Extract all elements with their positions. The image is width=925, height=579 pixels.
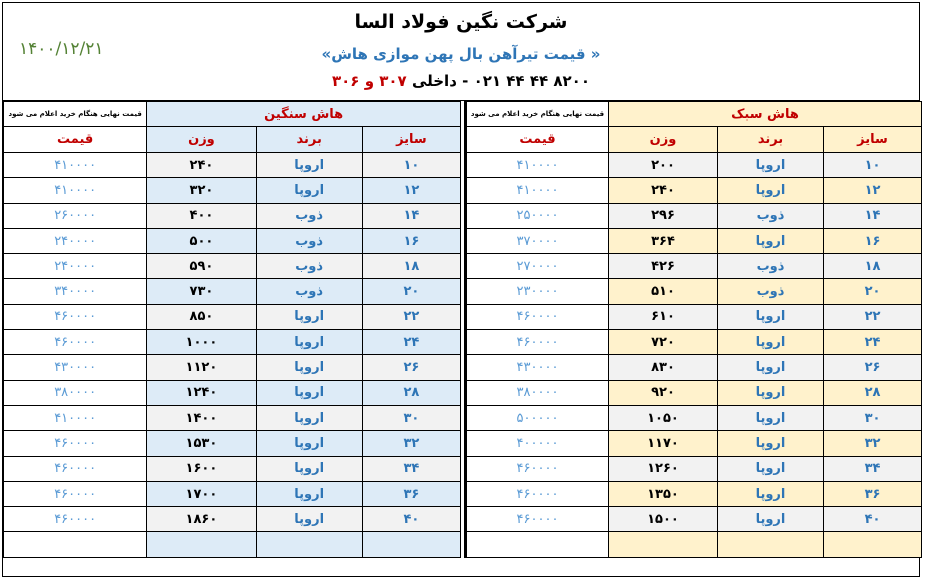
- price-cell: ۴۶۰۰۰۰: [4, 304, 147, 329]
- size-cell: ۳۲: [362, 431, 460, 456]
- sheet-date: ۱۴۰۰/۱۲/۲۱: [19, 39, 104, 59]
- table-row: [466, 254, 922, 279]
- size-cell: ۲۸: [824, 380, 922, 405]
- brand-cell: اروپا: [256, 355, 362, 380]
- price-cell: ۴۱۰۰۰۰: [466, 153, 609, 178]
- price-note: قیمت نهایی هنگام خرید اعلام می شود: [4, 102, 147, 127]
- table-row: [4, 153, 461, 178]
- brand-cell: اروپا: [256, 153, 362, 178]
- price-cell: ۴۶۰۰۰۰: [466, 456, 609, 481]
- weight-cell: ۱۷۰۰: [147, 481, 256, 506]
- table-row: [466, 456, 922, 481]
- price-cell: ۴۶۰۰۰۰: [4, 481, 147, 506]
- weight-cell: ۲۰۰: [609, 153, 718, 178]
- size-cell: ۲۲: [824, 304, 922, 329]
- table-row: [4, 330, 461, 355]
- brand-cell: ذوب: [718, 254, 824, 279]
- price-cell: ۲۴۰۰۰۰: [4, 254, 147, 279]
- size-cell: ۱۴: [824, 203, 922, 228]
- weight-cell: ۶۱۰: [609, 304, 718, 329]
- size-cell: ۱۴: [362, 203, 460, 228]
- weight-cell: ۴۰۰: [147, 203, 256, 228]
- weight-cell: ۳۲۰: [147, 178, 256, 203]
- weight-cell: ۸۵۰: [147, 304, 256, 329]
- brand-cell: اروپا: [718, 380, 824, 405]
- table-row: [4, 456, 461, 481]
- brand-cell: اروپا: [718, 153, 824, 178]
- empty-cell: [824, 532, 922, 557]
- brand-cell: اروپا: [718, 507, 824, 532]
- weight-cell: ۱۰۵۰: [609, 405, 718, 430]
- table-row: [466, 304, 922, 329]
- size-cell: ۱۸: [824, 254, 922, 279]
- size-cell: ۳۴: [824, 456, 922, 481]
- size-cell: ۴۰: [362, 507, 460, 532]
- table-row: [466, 330, 922, 355]
- weight-cell: ۱۱۲۰: [147, 355, 256, 380]
- light-price-table: [464, 101, 922, 558]
- size-cell: ۲۲: [362, 304, 460, 329]
- empty-cell: [147, 532, 256, 557]
- size-cell: ۲۰: [362, 279, 460, 304]
- weight-cell: ۱۲۴۰: [147, 380, 256, 405]
- size-cell: ۳۲: [824, 431, 922, 456]
- brand-cell: اروپا: [718, 481, 824, 506]
- empty-cell: [718, 532, 824, 557]
- col-header-weight: وزن: [609, 127, 718, 153]
- size-cell: ۲۶: [824, 355, 922, 380]
- brand-cell: اروپا: [256, 178, 362, 203]
- weight-cell: ۱۲۶۰: [609, 456, 718, 481]
- brand-cell: اروپا: [256, 481, 362, 506]
- weight-cell: ۳۶۴: [609, 228, 718, 253]
- phone-extension: ۳۰۷ و ۳۰۶: [332, 72, 407, 90]
- weight-cell: ۵۹۰: [147, 254, 256, 279]
- brand-cell: ذوب: [256, 254, 362, 279]
- table-row: [466, 405, 922, 430]
- table-row: [4, 279, 461, 304]
- col-header-price: قیمت: [4, 127, 147, 153]
- heavy-price-table: [3, 101, 461, 558]
- table-row: [466, 355, 922, 380]
- brand-cell: ذوب: [256, 279, 362, 304]
- phone-line: [3, 72, 919, 90]
- brand-cell: اروپا: [256, 330, 362, 355]
- size-cell: ۴۰: [824, 507, 922, 532]
- weight-cell: ۱۸۶۰: [147, 507, 256, 532]
- table-row: [466, 178, 922, 203]
- size-cell: ۱۶: [824, 228, 922, 253]
- empty-cell: [466, 532, 609, 557]
- col-header-size: سایز: [362, 127, 460, 153]
- table-row: [4, 431, 461, 456]
- table-row: [466, 279, 922, 304]
- price-cell: ۳۸۰۰۰۰: [466, 380, 609, 405]
- phone-number: ۸۲۰۰ ۴۴ ۴۴ ۰۲۱ - داخلی: [406, 72, 590, 90]
- brand-cell: اروپا: [718, 355, 824, 380]
- table-row: [4, 304, 461, 329]
- empty-row: [4, 532, 461, 557]
- price-cell: ۴۱۰۰۰۰: [4, 405, 147, 430]
- weight-cell: ۱۶۰۰: [147, 456, 256, 481]
- size-cell: ۱۰: [362, 153, 460, 178]
- brand-cell: اروپا: [718, 228, 824, 253]
- price-cell: ۴۶۰۰۰۰: [466, 304, 609, 329]
- brand-cell: اروپا: [718, 431, 824, 456]
- price-cell: ۲۵۰۰۰۰: [466, 203, 609, 228]
- brand-cell: اروپا: [256, 507, 362, 532]
- table-row: [4, 203, 461, 228]
- brand-cell: ذوب: [718, 203, 824, 228]
- brand-cell: اروپا: [256, 304, 362, 329]
- col-header-size: سایز: [824, 127, 922, 153]
- weight-cell: ۷۳۰: [147, 279, 256, 304]
- table-row: [466, 203, 922, 228]
- size-cell: ۳۰: [362, 405, 460, 430]
- price-cell: ۲۴۰۰۰۰: [4, 228, 147, 253]
- size-cell: ۱۸: [362, 254, 460, 279]
- table-row: [466, 507, 922, 532]
- table-row: [4, 228, 461, 253]
- price-cell: ۲۷۰۰۰۰: [466, 254, 609, 279]
- size-cell: ۲۶: [362, 355, 460, 380]
- price-cell: ۳۷۰۰۰۰: [466, 228, 609, 253]
- price-cell: ۴۶۰۰۰۰: [466, 507, 609, 532]
- weight-cell: ۱۱۷۰: [609, 431, 718, 456]
- col-header-weight: وزن: [147, 127, 256, 153]
- table-row: [4, 507, 461, 532]
- table-row: [4, 355, 461, 380]
- price-cell: ۴۳۰۰۰۰: [466, 355, 609, 380]
- brand-cell: اروپا: [718, 405, 824, 430]
- price-cell: ۴۰۰۰۰۰: [466, 431, 609, 456]
- size-cell: ۲۴: [824, 330, 922, 355]
- price-cell: ۳۴۰۰۰۰: [4, 279, 147, 304]
- size-cell: ۲۴: [362, 330, 460, 355]
- table-row: [4, 254, 461, 279]
- weight-cell: ۵۰۰: [147, 228, 256, 253]
- price-sheet: [2, 2, 920, 577]
- price-cell: ۴۶۰۰۰۰: [4, 330, 147, 355]
- brand-cell: اروپا: [718, 456, 824, 481]
- brand-cell: اروپا: [718, 330, 824, 355]
- price-cell: ۴۶۰۰۰۰: [4, 431, 147, 456]
- table-row: [466, 380, 922, 405]
- weight-cell: ۱۵۳۰: [147, 431, 256, 456]
- weight-cell: ۱۴۰۰: [147, 405, 256, 430]
- size-cell: ۳۰: [824, 405, 922, 430]
- size-cell: ۲۰: [824, 279, 922, 304]
- price-cell: ۴۱۰۰۰۰: [466, 178, 609, 203]
- table-row: [4, 405, 461, 430]
- price-cell: ۴۱۰۰۰۰: [4, 178, 147, 203]
- price-cell: ۴۱۰۰۰۰: [4, 153, 147, 178]
- price-cell: ۴۶۰۰۰۰: [466, 481, 609, 506]
- size-cell: ۳۶: [362, 481, 460, 506]
- empty-cell: [609, 532, 718, 557]
- brand-cell: اروپا: [256, 456, 362, 481]
- weight-cell: ۴۲۶: [609, 254, 718, 279]
- size-cell: ۳۴: [362, 456, 460, 481]
- brand-cell: اروپا: [256, 405, 362, 430]
- light-group-title: هاش سبک: [609, 102, 922, 127]
- table-row: [4, 481, 461, 506]
- price-cell: ۴۶۰۰۰۰: [466, 330, 609, 355]
- brand-cell: اروپا: [256, 431, 362, 456]
- table-row: [4, 178, 461, 203]
- brand-cell: اروپا: [718, 304, 824, 329]
- table-row: [466, 431, 922, 456]
- heavy-group-title: هاش سنگین: [147, 102, 461, 127]
- price-cell: ۴۶۰۰۰۰: [4, 507, 147, 532]
- size-cell: ۱۶: [362, 228, 460, 253]
- price-cell: ۴۳۰۰۰۰: [4, 355, 147, 380]
- brand-cell: ذوب: [256, 203, 362, 228]
- weight-cell: ۱۵۰۰: [609, 507, 718, 532]
- weight-cell: ۹۲۰: [609, 380, 718, 405]
- size-cell: ۲۸: [362, 380, 460, 405]
- price-cell: ۵۰۰۰۰۰: [466, 405, 609, 430]
- brand-cell: ذوب: [718, 279, 824, 304]
- empty-cell: [4, 532, 147, 557]
- table-row: [466, 228, 922, 253]
- brand-cell: ذوب: [256, 228, 362, 253]
- empty-cell: [362, 532, 460, 557]
- weight-cell: ۲۹۶: [609, 203, 718, 228]
- col-header-price: قیمت: [466, 127, 609, 153]
- price-cell: ۲۳۰۰۰۰: [466, 279, 609, 304]
- price-cell: ۳۸۰۰۰۰: [4, 380, 147, 405]
- weight-cell: ۵۱۰: [609, 279, 718, 304]
- weight-cell: ۱۰۰۰: [147, 330, 256, 355]
- table-row: [466, 153, 922, 178]
- weight-cell: ۸۳۰: [609, 355, 718, 380]
- price-cell: ۲۶۰۰۰۰: [4, 203, 147, 228]
- price-note: قیمت نهایی هنگام خرید اعلام می شود: [466, 102, 609, 127]
- sheet-header: [3, 3, 919, 101]
- size-cell: ۳۶: [824, 481, 922, 506]
- weight-cell: ۲۴۰: [147, 153, 256, 178]
- empty-cell: [256, 532, 362, 557]
- price-cell: ۴۶۰۰۰۰: [4, 456, 147, 481]
- col-header-brand: برند: [718, 127, 824, 153]
- empty-row: [466, 532, 922, 557]
- col-header-brand: برند: [256, 127, 362, 153]
- weight-cell: ۱۳۵۰: [609, 481, 718, 506]
- table-row: [466, 481, 922, 506]
- sheet-subtitle: « قیمت تیرآهن بال پهن موازی هاش»: [321, 45, 601, 63]
- weight-cell: ۷۲۰: [609, 330, 718, 355]
- brand-cell: اروپا: [718, 178, 824, 203]
- weight-cell: ۲۴۰: [609, 178, 718, 203]
- size-cell: ۱۲: [362, 178, 460, 203]
- brand-cell: اروپا: [256, 380, 362, 405]
- size-cell: ۱۰: [824, 153, 922, 178]
- size-cell: ۱۲: [824, 178, 922, 203]
- company-name: شرکت نگین فولاد السا: [354, 11, 568, 33]
- table-row: [4, 380, 461, 405]
